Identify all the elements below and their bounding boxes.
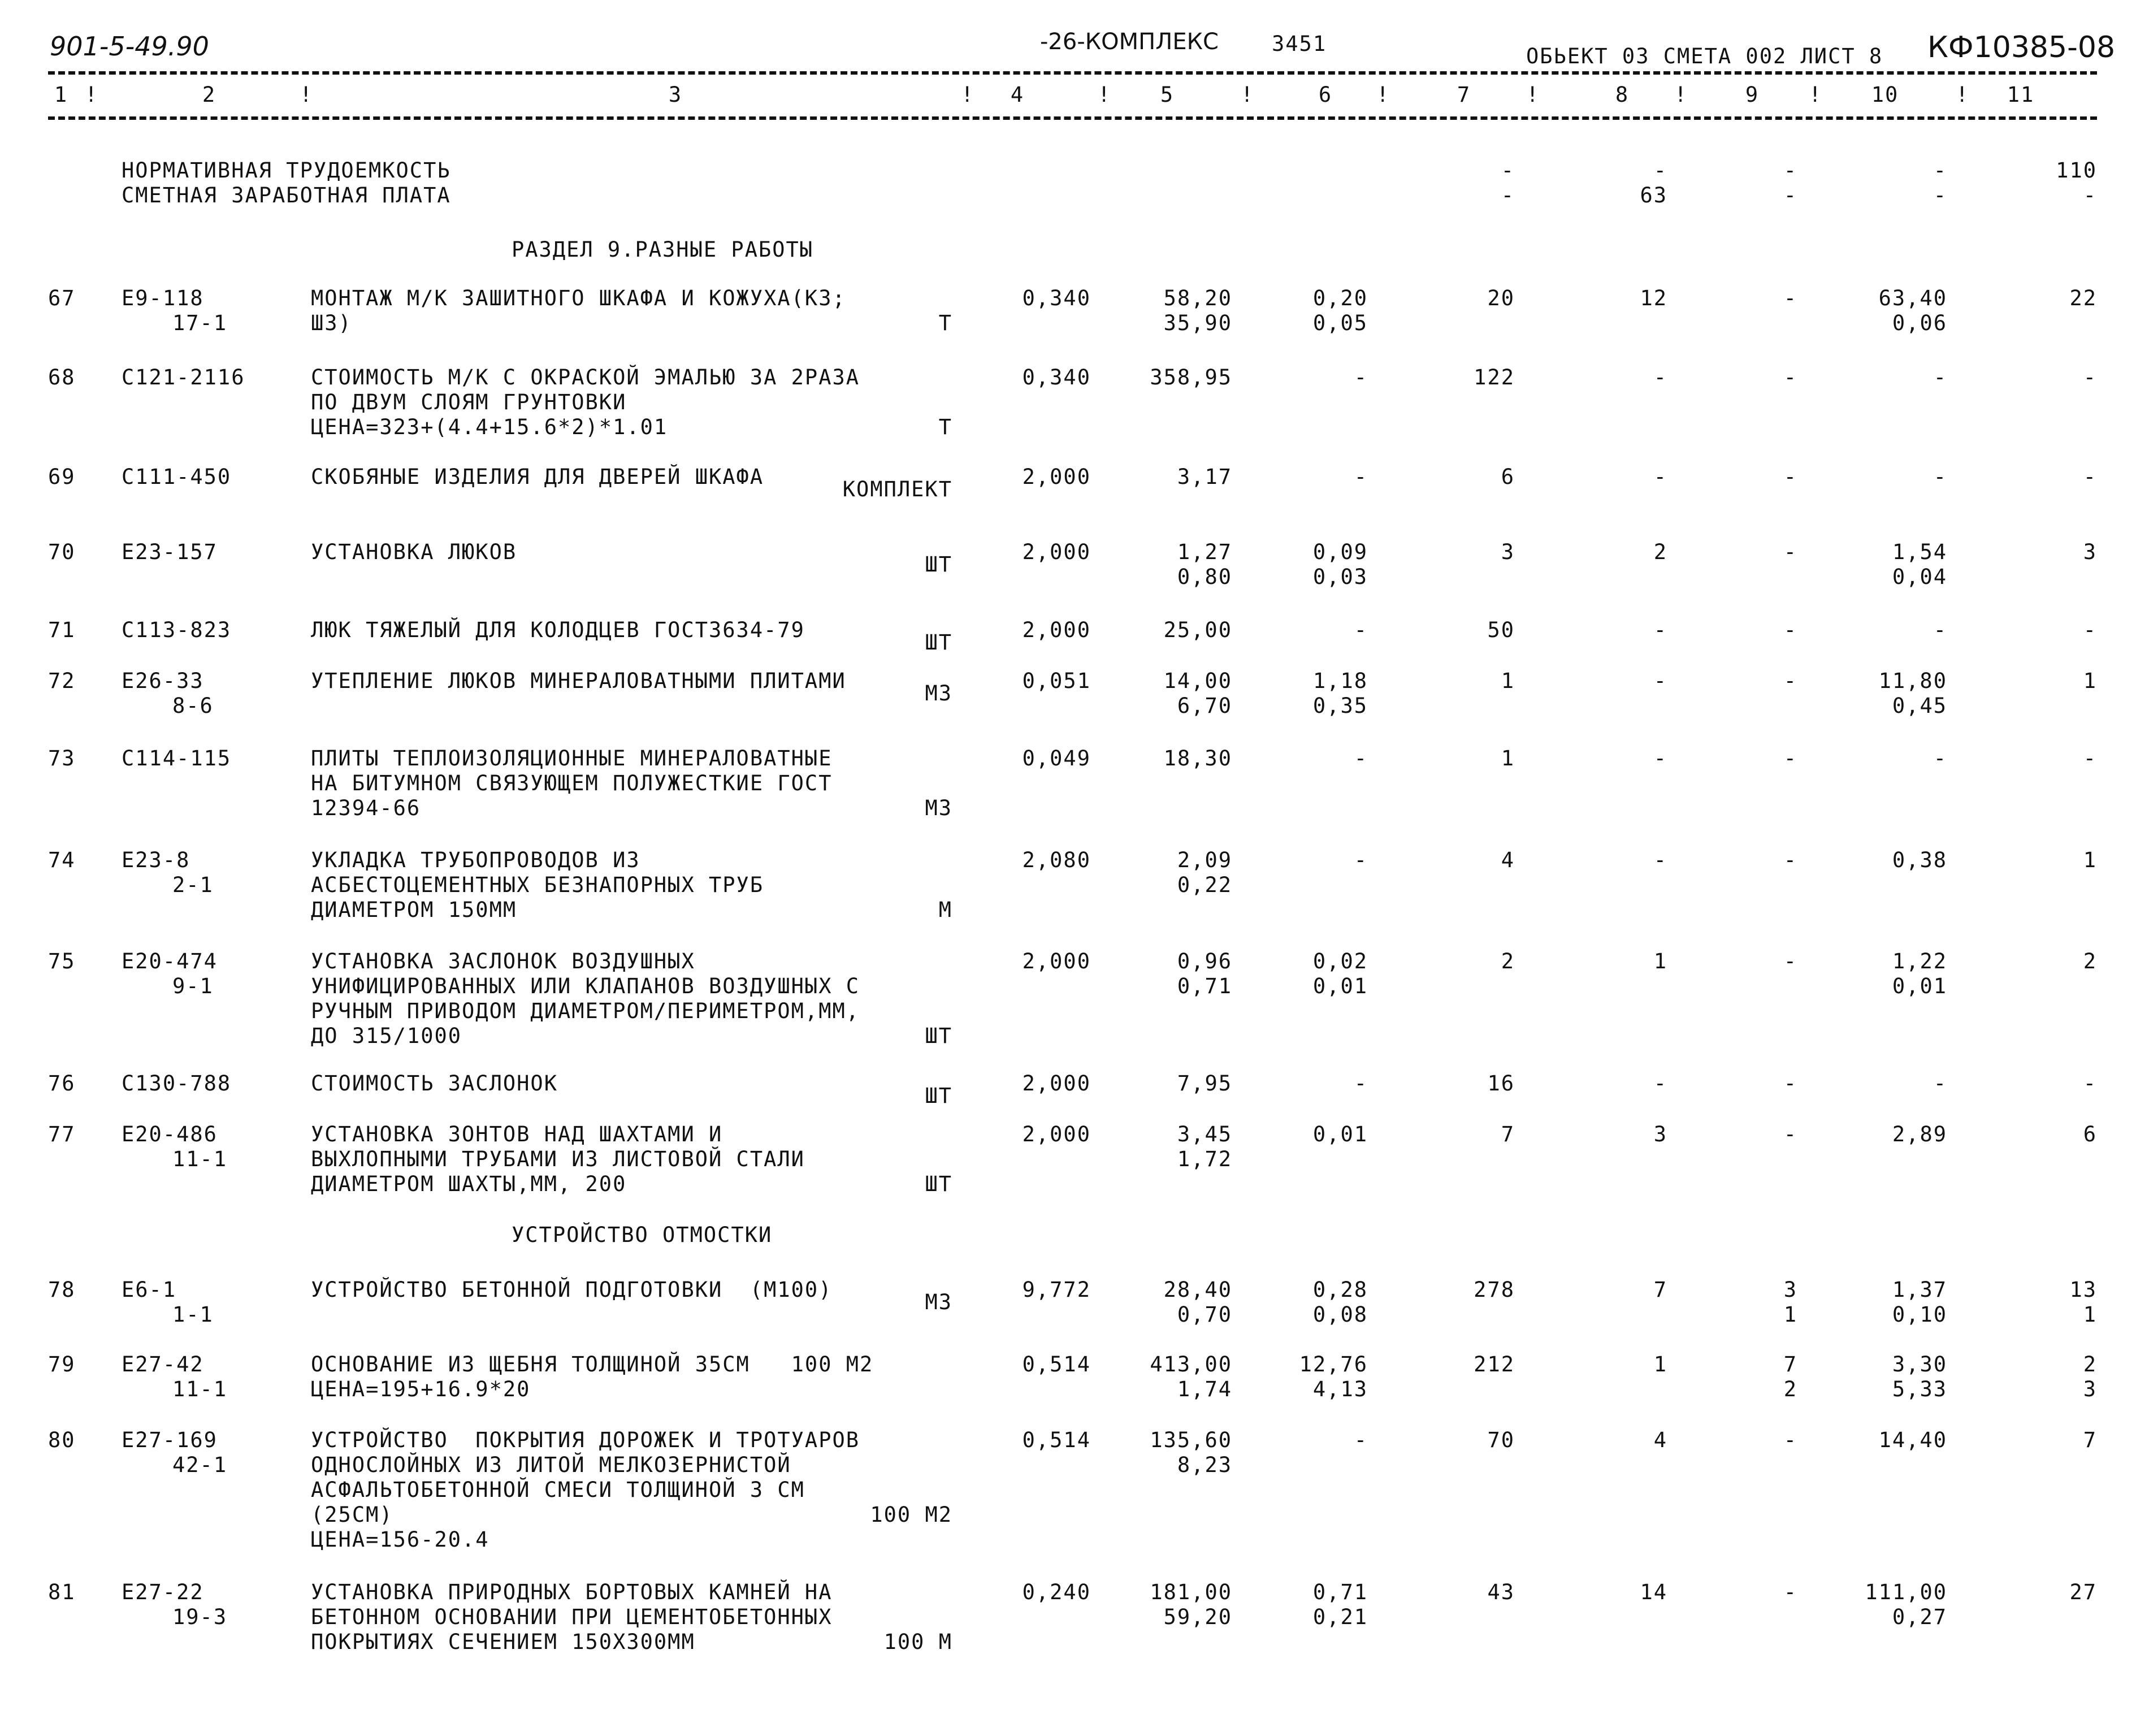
row-number: 79	[48, 1352, 76, 1376]
value-c11: 6	[2083, 1122, 2097, 1146]
value-c5: 413,00	[1150, 1352, 1232, 1376]
work-description: ЦЕНА=156-20.4	[311, 1527, 489, 1552]
value-c6: 0,35	[1312, 694, 1368, 718]
value-c6: 0,21	[1312, 1605, 1368, 1629]
work-code: 9-1	[172, 974, 214, 998]
row-number: 78	[48, 1278, 76, 1302]
work-code: С111-450	[122, 465, 232, 489]
value-c6: 0,03	[1312, 565, 1368, 589]
value-c5: 28,40	[1163, 1278, 1232, 1302]
work-code: 42-1	[172, 1453, 228, 1477]
quantity: 0,514	[1022, 1352, 1091, 1376]
value-c5: 25,00	[1163, 618, 1232, 642]
column-number-3: 3	[668, 83, 683, 107]
value-c11: 3	[2083, 1377, 2097, 1401]
value-c8: 3	[1653, 1122, 1667, 1146]
value-c6: 12,76	[1299, 1352, 1368, 1376]
value-c10: -	[1933, 618, 1947, 642]
value-c5: 0,71	[1177, 974, 1232, 998]
work-description: УКЛАДКА ТРУБОПРОВОДОВ ИЗ	[311, 848, 640, 872]
work-description: ЛЮК ТЯЖЕЛЫЙ ДЛЯ КОЛОДЦЕВ ГОСТ3634-79	[311, 618, 805, 642]
value-c7: 1	[1501, 746, 1515, 770]
value-c10: 2,89	[1892, 1122, 1947, 1146]
value-c6: 4,13	[1312, 1377, 1368, 1401]
unit-of-measure: М3	[925, 1290, 952, 1314]
value-c5: 0,22	[1177, 873, 1232, 897]
row-number: 75	[48, 949, 76, 973]
value-c5: 1,27	[1177, 540, 1232, 564]
value-c5: 8,23	[1177, 1453, 1232, 1477]
value-c6: -	[1354, 1428, 1368, 1452]
summary-c9: -	[1783, 158, 1797, 183]
summary-c11: -	[2083, 183, 2097, 207]
work-description: НА БИТУМНОМ СВЯЗУЮЩЕМ ПОЛУЖЕСТКИЕ ГОСТ	[311, 771, 833, 795]
row-number: 76	[48, 1071, 76, 1096]
value-c10: -	[1933, 365, 1947, 389]
quantity: 9,772	[1022, 1278, 1091, 1302]
value-c8: -	[1653, 365, 1667, 389]
value-c6: -	[1354, 465, 1368, 489]
unit-of-measure: ШТ	[925, 1172, 952, 1196]
work-code: С114-115	[122, 746, 232, 770]
column-number-9: 9	[1745, 83, 1760, 107]
value-c8: -	[1653, 669, 1667, 693]
column-separator: !	[1526, 83, 1540, 107]
value-c9: 3	[1783, 1278, 1797, 1302]
value-c7: 16	[1487, 1071, 1515, 1096]
unit-of-measure: ШТ	[925, 1084, 952, 1108]
doc-code: 901-5-49.90	[50, 31, 209, 62]
value-c6: 0,08	[1312, 1302, 1368, 1327]
unit-of-measure: М3	[925, 796, 952, 820]
value-c10: 111,00	[1865, 1580, 1947, 1604]
row-number: 72	[48, 669, 76, 693]
work-code: Е27-169	[122, 1428, 218, 1452]
work-description: УТЕПЛЕНИЕ ЛЮКОВ МИНЕРАЛОВАТНЫМИ ПЛИТАМИ	[311, 669, 846, 693]
column-separator: !	[300, 83, 314, 107]
work-code: 17-1	[172, 311, 228, 335]
work-description: 12394-66	[311, 796, 421, 820]
work-description: УСТАНОВКА ПРИРОДНЫХ БОРТОВЫХ КАМНЕЙ НА	[311, 1580, 833, 1604]
value-c7: 278	[1474, 1278, 1515, 1302]
row-number: 74	[48, 848, 76, 872]
value-c7: 7	[1501, 1122, 1515, 1146]
value-c6: -	[1354, 618, 1368, 642]
value-c11: -	[2083, 365, 2097, 389]
work-description: МОНТАЖ М/К ЗАШИТНОГО ШКАФА И КОЖУХА(КЗ;	[311, 286, 846, 310]
work-code: Е23-157	[122, 540, 218, 564]
header-rule-top	[48, 71, 2097, 75]
value-c10: 0,04	[1892, 565, 1947, 589]
value-c6: 0,28	[1312, 1278, 1368, 1302]
work-description: УСТАНОВКА ЛЮКОВ	[311, 540, 517, 564]
value-c5: 0,70	[1177, 1302, 1232, 1327]
archive-number: КФ10385-08	[1927, 31, 2116, 64]
value-c10: -	[1933, 465, 1947, 489]
value-c5: 59,20	[1163, 1605, 1232, 1629]
value-c7: 122	[1474, 365, 1515, 389]
row-number: 69	[48, 465, 76, 489]
unit-of-measure: 100 М	[883, 1630, 952, 1654]
value-c11: -	[2083, 1071, 2097, 1096]
value-c7: 2	[1501, 949, 1515, 973]
work-code: 8-6	[172, 694, 214, 718]
quantity: 2,000	[1022, 618, 1091, 642]
work-description: ШЗ)	[311, 311, 352, 335]
row-number: 73	[48, 746, 76, 770]
value-c11: 22	[2069, 286, 2097, 310]
column-separator: !	[961, 83, 975, 107]
value-c10: -	[1933, 746, 1947, 770]
value-c11: -	[2083, 746, 2097, 770]
row-number: 80	[48, 1428, 76, 1452]
summary-label: СМЕТНАЯ ЗАРАБОТНАЯ ПЛАТА	[122, 183, 451, 207]
quantity: 2,000	[1022, 1122, 1091, 1146]
value-c5: 358,95	[1150, 365, 1232, 389]
value-c9: 7	[1783, 1352, 1797, 1376]
header-rule-bottom	[48, 116, 2097, 120]
value-c7: 212	[1474, 1352, 1515, 1376]
work-description: СТОИМОСТЬ ЗАСЛОНОК	[311, 1071, 558, 1096]
work-description: АСБЕСТОЦЕМЕНТНЫХ БЕЗНАПОРНЫХ ТРУБ	[311, 873, 764, 897]
summary-c8: -	[1653, 158, 1667, 183]
value-c5: 7,95	[1177, 1071, 1232, 1096]
work-description: УСТАНОВКА ЗАСЛОНОК ВОЗДУШНЫХ	[311, 949, 695, 973]
object-reference: ОБЬЕКТ 03 СМЕТА 002 ЛИСТ 8	[1526, 44, 1883, 68]
work-code: 1-1	[172, 1302, 214, 1327]
column-separator: !	[1674, 83, 1688, 107]
unit-of-measure: Т	[938, 415, 952, 439]
value-c9: -	[1783, 848, 1797, 872]
quantity: 0,051	[1022, 669, 1091, 693]
value-c7: 43	[1487, 1580, 1515, 1604]
value-c8: 1	[1653, 949, 1667, 973]
work-description: БЕТОННОМ ОСНОВАНИИ ПРИ ЦЕМЕНТОБЕТОННЫХ	[311, 1605, 833, 1629]
row-number: 70	[48, 540, 76, 564]
quantity: 0,340	[1022, 365, 1091, 389]
work-description: СКОБЯНЫЕ ИЗДЕЛИЯ ДЛЯ ДВЕРЕЙ ШКАФА	[311, 465, 764, 489]
value-c10: 0,01	[1892, 974, 1947, 998]
value-c10: 1,22	[1892, 949, 1947, 973]
work-description: ОСНОВАНИЕ ИЗ ЩЕБНЯ ТОЛЩИНОЙ 35СМ 100 М2	[311, 1352, 874, 1376]
value-c6: 0,09	[1312, 540, 1368, 564]
work-code: С113-823	[122, 618, 232, 642]
work-code: С130-788	[122, 1071, 232, 1096]
summary-c9: -	[1783, 183, 1797, 207]
value-c10: 3,30	[1892, 1352, 1947, 1376]
work-code: 19-3	[172, 1605, 228, 1629]
value-c8: 7	[1653, 1278, 1667, 1302]
value-c9: -	[1783, 746, 1797, 770]
value-c6: 0,01	[1312, 1122, 1368, 1146]
work-description: УНИФИЦИРОВАННЫХ ИЛИ КЛАПАНОВ ВОЗДУШНЫХ С	[311, 974, 860, 998]
value-c11: 1	[2083, 669, 2097, 693]
column-number-11: 11	[2007, 83, 2035, 107]
value-c10: 11,80	[1878, 669, 1947, 693]
row-number: 67	[48, 286, 76, 310]
value-c9: -	[1783, 1071, 1797, 1096]
value-c7: 50	[1487, 618, 1515, 642]
value-c6: 0,02	[1312, 949, 1368, 973]
column-separator: !	[1241, 83, 1255, 107]
value-c8: 4	[1653, 1428, 1667, 1452]
row-number: 68	[48, 365, 76, 389]
value-c9: -	[1783, 949, 1797, 973]
quantity: 2,000	[1022, 540, 1091, 564]
unit-of-measure: 100 М2	[870, 1503, 952, 1527]
value-c5: 0,96	[1177, 949, 1232, 973]
work-description: (25СМ)	[311, 1503, 393, 1527]
unit-of-measure: ШТ	[925, 552, 952, 577]
value-c7: 4	[1501, 848, 1515, 872]
summary-c8: 63	[1640, 183, 1667, 207]
value-c9: -	[1783, 1428, 1797, 1452]
summary-c7: -	[1501, 158, 1515, 183]
value-c5: 3,17	[1177, 465, 1232, 489]
value-c10: 1,37	[1892, 1278, 1947, 1302]
value-c9: -	[1783, 669, 1797, 693]
work-description: УСТРОЙСТВО ПОКРЫТИЯ ДОРОЖЕК И ТРОТУАРОВ	[311, 1428, 860, 1452]
quantity: 0,514	[1022, 1428, 1091, 1452]
value-c11: 27	[2069, 1580, 2097, 1604]
column-separator: !	[1376, 83, 1390, 107]
summary-c11: 110	[2056, 158, 2097, 183]
value-c6: -	[1354, 365, 1368, 389]
value-c8: 12	[1640, 286, 1667, 310]
work-code: Е6-1	[122, 1278, 177, 1302]
value-c11: 2	[2083, 949, 2097, 973]
section-title-9: РАЗДЕЛ 9.РАЗНЫЕ РАБОТЫ	[512, 237, 814, 262]
column-separator: !	[1098, 83, 1112, 107]
quantity: 2,080	[1022, 848, 1091, 872]
value-c6: -	[1354, 1071, 1368, 1096]
value-c9: -	[1783, 1580, 1797, 1604]
value-c6: 1,18	[1312, 669, 1368, 693]
value-c10: 0,38	[1892, 848, 1947, 872]
work-code: 11-1	[172, 1377, 228, 1401]
value-c11: 1	[2083, 1302, 2097, 1327]
value-c9: -	[1783, 540, 1797, 564]
column-number-2: 2	[202, 83, 216, 107]
value-c5: 135,60	[1150, 1428, 1232, 1452]
summary-c10: -	[1933, 158, 1947, 183]
complex-number: 3451	[1272, 32, 1327, 56]
quantity: 0,340	[1022, 286, 1091, 310]
column-number-4: 4	[1010, 83, 1025, 107]
column-separator: !	[1956, 83, 1970, 107]
value-c11: -	[2083, 618, 2097, 642]
summary-c7: -	[1501, 183, 1515, 207]
column-number-10: 10	[1871, 83, 1899, 107]
value-c9: 1	[1783, 1302, 1797, 1327]
page-label: -26-КОМПЛЕКС	[1040, 29, 1219, 55]
value-c7: 20	[1487, 286, 1515, 310]
work-description: РУЧНЫМ ПРИВОДОМ ДИАМЕТРОМ/ПЕРИМЕТРОМ,ММ,	[311, 999, 860, 1023]
column-number-7: 7	[1457, 83, 1471, 107]
value-c7: 6	[1501, 465, 1515, 489]
value-c11: -	[2083, 465, 2097, 489]
value-c8: 2	[1653, 540, 1667, 564]
value-c10: 14,40	[1878, 1428, 1947, 1452]
value-c5: 0,80	[1177, 565, 1232, 589]
value-c7: 70	[1487, 1428, 1515, 1452]
column-number-8: 8	[1615, 83, 1630, 107]
row-number: 77	[48, 1122, 76, 1146]
work-description: ЦЕНА=195+16.9*20	[311, 1377, 531, 1401]
work-description: ЦЕНА=323+(4.4+15.6*2)*1.01	[311, 415, 668, 439]
value-c5: 18,30	[1163, 746, 1232, 770]
work-description: АСФАЛЬТОБЕТОННОЙ СМЕСИ ТОЛЩИНОЙ 3 СМ	[311, 1478, 805, 1502]
work-code: Е26-33	[122, 669, 204, 693]
work-code: Е9-118	[122, 286, 204, 310]
work-code: 2-1	[172, 873, 214, 897]
column-number-6: 6	[1318, 83, 1333, 107]
value-c10: 5,33	[1892, 1377, 1947, 1401]
column-separator: !	[1809, 83, 1823, 107]
column-number-5: 5	[1160, 83, 1175, 107]
value-c9: -	[1783, 1122, 1797, 1146]
unit-of-measure: Т	[938, 311, 952, 335]
unit-of-measure: КОМПЛЕКТ	[842, 477, 952, 501]
value-c11: 2	[2083, 1352, 2097, 1376]
value-c7: 3	[1501, 540, 1515, 564]
column-number-1: 1	[54, 83, 68, 107]
value-c5: 58,20	[1163, 286, 1232, 310]
quantity: 2,000	[1022, 949, 1091, 973]
quantity: 0,240	[1022, 1580, 1091, 1604]
value-c6: 0,01	[1312, 974, 1368, 998]
quantity: 2,000	[1022, 1071, 1091, 1096]
work-code: Е23-8	[122, 848, 190, 872]
value-c10: 63,40	[1878, 286, 1947, 310]
summary-label: НОРМАТИВНАЯ ТРУДОЕМКОСТЬ	[122, 158, 451, 183]
value-c5: 1,74	[1177, 1377, 1232, 1401]
value-c5: 35,90	[1163, 311, 1232, 335]
value-c10: 0,06	[1892, 311, 1947, 335]
value-c8: -	[1653, 848, 1667, 872]
value-c9: -	[1783, 365, 1797, 389]
work-description: СТОИМОСТЬ М/К С ОКРАСКОЙ ЭМАЛЬЮ ЗА 2РАЗА	[311, 365, 860, 389]
work-description: ПОКРЫТИЯХ СЕЧЕНИЕМ 150Х300ММ	[311, 1630, 695, 1654]
summary-c10: -	[1933, 183, 1947, 207]
work-description: ПО ДВУМ СЛОЯМ ГРУНТОВКИ	[311, 390, 627, 414]
value-c10: 0,45	[1892, 694, 1947, 718]
value-c6: -	[1354, 746, 1368, 770]
value-c6: 0,20	[1312, 286, 1368, 310]
value-c8: -	[1653, 618, 1667, 642]
work-description: УСТРОЙСТВО БЕТОННОЙ ПОДГОТОВКИ (М100)	[311, 1278, 833, 1302]
value-c10: 0,10	[1892, 1302, 1947, 1327]
work-description: ОДНОСЛОЙНЫХ ИЗ ЛИТОЙ МЕЛКОЗЕРНИСТОЙ	[311, 1453, 791, 1477]
row-number: 81	[48, 1580, 76, 1604]
quantity: 0,049	[1022, 746, 1091, 770]
value-c8: 1	[1653, 1352, 1667, 1376]
value-c9: -	[1783, 286, 1797, 310]
work-code: Е27-22	[122, 1580, 204, 1604]
value-c5: 6,70	[1177, 694, 1232, 718]
value-c11: 3	[2083, 540, 2097, 564]
work-description: ВЫХЛОПНЫМИ ТРУБАМИ ИЗ ЛИСТОВОЙ СТАЛИ	[311, 1147, 805, 1171]
value-c8: -	[1653, 465, 1667, 489]
value-c9: -	[1783, 618, 1797, 642]
unit-of-measure: ШТ	[925, 1024, 952, 1048]
work-code: С121-2116	[122, 365, 245, 389]
value-c5: 3,45	[1177, 1122, 1232, 1146]
value-c9: 2	[1783, 1377, 1797, 1401]
work-description: ДИАМЕТРОМ 150ММ	[311, 898, 517, 922]
value-c5: 2,09	[1177, 848, 1232, 872]
value-c11: 7	[2083, 1428, 2097, 1452]
value-c6: 0,05	[1312, 311, 1368, 335]
work-code: 11-1	[172, 1147, 228, 1171]
value-c8: -	[1653, 1071, 1667, 1096]
value-c10: 1,54	[1892, 540, 1947, 564]
work-code: Е20-474	[122, 949, 218, 973]
unit-of-measure: ШТ	[925, 630, 952, 655]
value-c7: 1	[1501, 669, 1515, 693]
work-description: ДИАМЕТРОМ ШАХТЫ,ММ, 200	[311, 1172, 627, 1196]
unit-of-measure: М	[938, 898, 952, 922]
work-description: ДО 315/1000	[311, 1024, 462, 1048]
quantity: 2,000	[1022, 465, 1091, 489]
work-description: ПЛИТЫ ТЕПЛОИЗОЛЯЦИОННЫЕ МИНЕРАЛОВАТНЫЕ	[311, 746, 833, 770]
value-c6: 0,71	[1312, 1580, 1368, 1604]
value-c5: 14,00	[1163, 669, 1232, 693]
value-c11: 13	[2069, 1278, 2097, 1302]
value-c5: 181,00	[1150, 1580, 1232, 1604]
value-c11: 1	[2083, 848, 2097, 872]
value-c5: 1,72	[1177, 1147, 1232, 1171]
work-description: УСТАНОВКА ЗОНТОВ НАД ШАХТАМИ И	[311, 1122, 723, 1146]
section-title-otmostka: УСТРОЙСТВО ОТМОСТКИ	[512, 1223, 773, 1247]
value-c10: 0,27	[1892, 1605, 1947, 1629]
unit-of-measure: М3	[925, 681, 952, 705]
column-separator: !	[85, 83, 99, 107]
value-c8: -	[1653, 746, 1667, 770]
value-c10: -	[1933, 1071, 1947, 1096]
value-c9: -	[1783, 465, 1797, 489]
row-number: 71	[48, 618, 76, 642]
value-c6: -	[1354, 848, 1368, 872]
work-code: Е20-486	[122, 1122, 218, 1146]
value-c8: 14	[1640, 1580, 1667, 1604]
work-code: Е27-42	[122, 1352, 204, 1376]
